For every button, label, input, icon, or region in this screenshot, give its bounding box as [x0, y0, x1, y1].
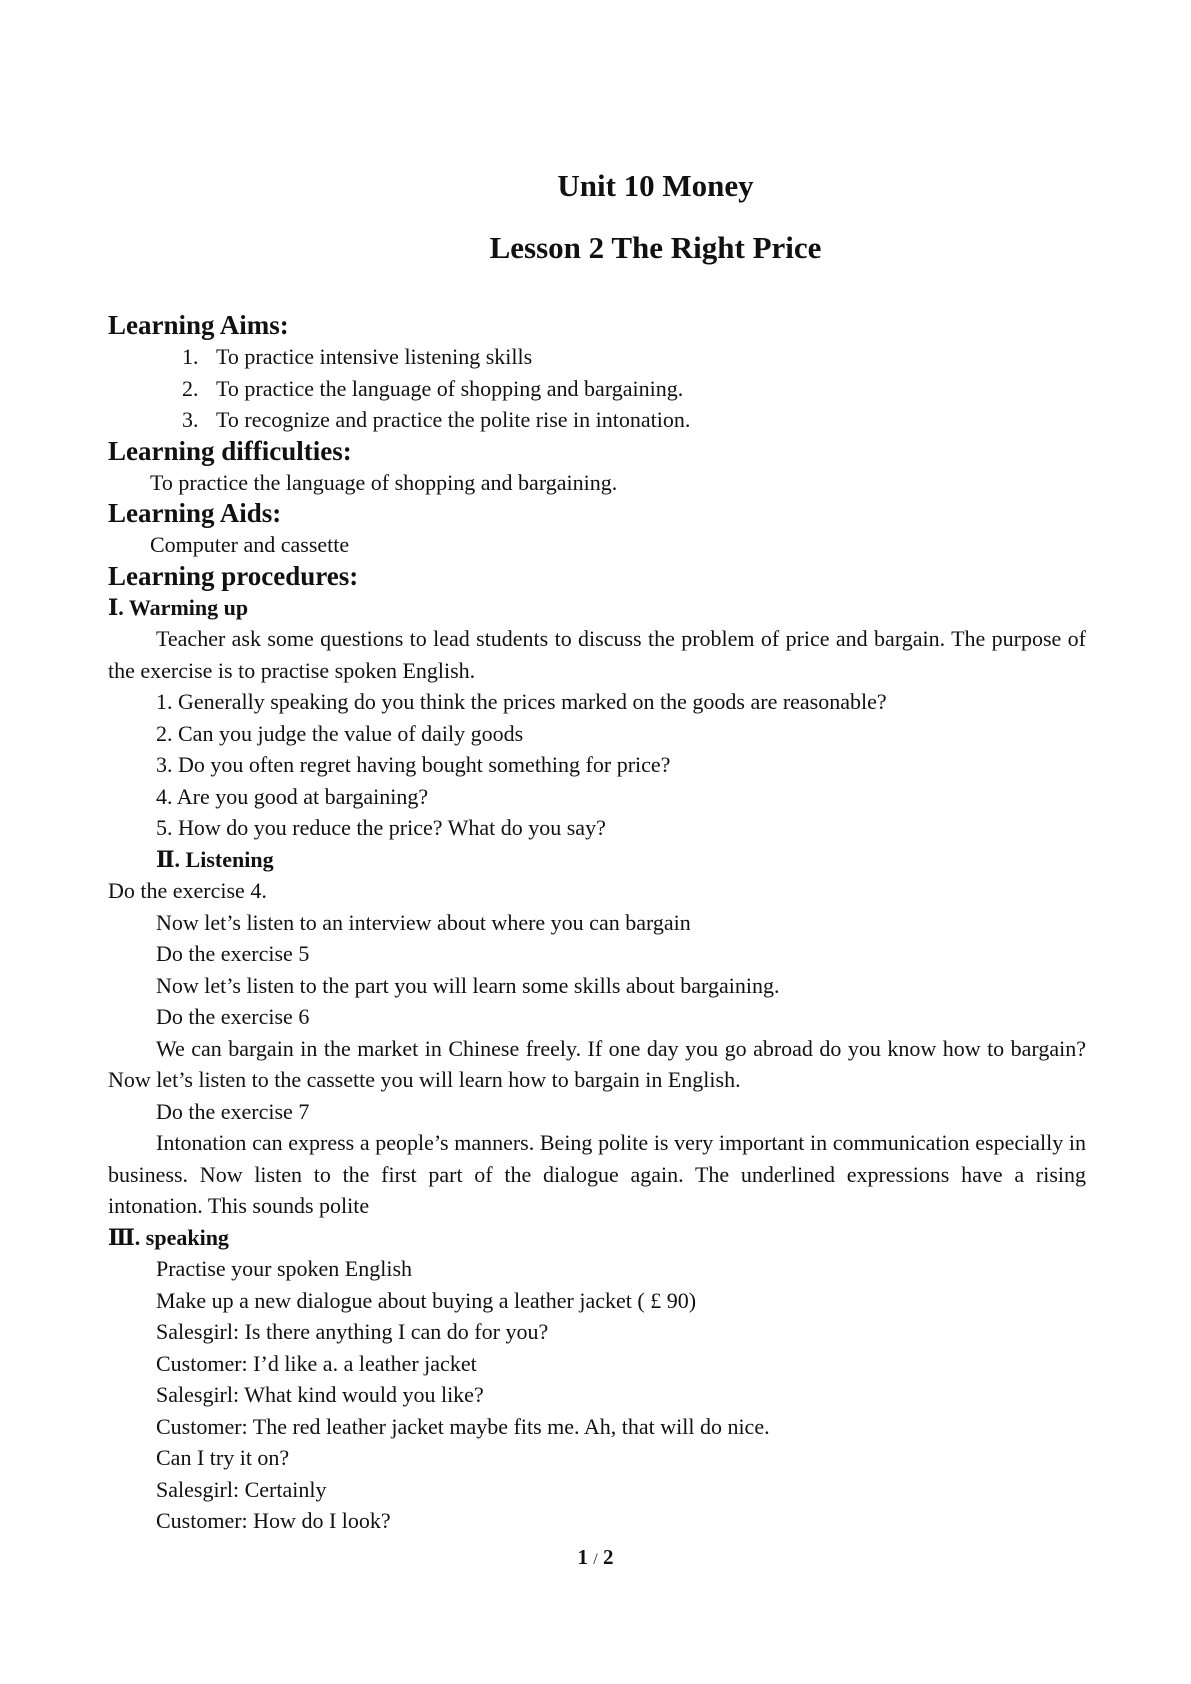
list-item: [182, 404, 1086, 436]
list-number: 2.: [182, 375, 199, 401]
dialogue-line: Customer: How do I look?: [156, 1508, 391, 1533]
exercise-6-label: Do the exercise 6: [156, 1004, 310, 1029]
procedures-heading: Learning procedures:: [108, 560, 359, 591]
exercise-5-label: Do the exercise 5: [156, 941, 310, 966]
dialogue-line: Salesgirl: What kind would you like?: [156, 1382, 484, 1407]
list-text: To recognize and practice the polite rise in intonation.: [216, 407, 691, 432]
dialogue-line: Salesgirl: Certainly: [156, 1476, 327, 1502]
list-text: To practice intensive listening skills: [216, 344, 533, 369]
page-number: [0, 1545, 1191, 1570]
aims-heading: Learning Aims:: [108, 310, 289, 340]
exercise-7-label: Do the exercise 7: [156, 1098, 310, 1124]
total-pages: 2: [602, 1545, 614, 1569]
exercise-4-text: Now let’s listen to an interview about where you can bargain: [156, 909, 691, 935]
page-separator: /: [593, 1551, 598, 1568]
warming-up-intro: Teacher ask some questions to lead students to discuss the problem of price and bargain. The purpose of the exercise is to practise spoken English.: [108, 626, 1086, 683]
current-page: 1: [577, 1545, 589, 1569]
list-item: [182, 373, 1086, 405]
aims-list: [108, 341, 1086, 436]
question-item: 4. Are you good at bargaining?: [156, 783, 429, 809]
difficulties-text: To practice the language of shopping and bargaining.: [150, 469, 618, 495]
list-text: To practice the language of shopping and bargaining.: [216, 375, 684, 401]
list-item: [182, 341, 1086, 373]
dialogue-line: Can I try it on?: [156, 1445, 290, 1470]
lesson-title: Lesson 2 The Right Price: [489, 230, 822, 265]
question-item: 3. Do you often regret having bought something for price?: [156, 752, 671, 777]
exercise-7-text: Intonation can express a people’s manners. Being polite is very important in communication especially in business. Now listen to the first part of the dialogue again. The underlined expressions have a rising intonation. This sounds polite: [108, 1130, 1086, 1218]
difficulties-heading: Learning difficulties:: [108, 435, 352, 466]
aids-text: Computer and cassette: [150, 532, 350, 557]
question-item: 2. Can you judge the value of daily goods: [156, 720, 524, 746]
speaking-line: Practise your spoken English: [156, 1256, 413, 1281]
aids-heading: Learning Aids:: [108, 498, 282, 528]
list-number: 1.: [182, 344, 199, 369]
exercise-4-label: Do the exercise 4.: [108, 878, 267, 903]
speaking-line: Make up a new dialogue about buying a leather jacket ( £ 90): [156, 1287, 697, 1313]
exercise-5-text: Now let’s listen to the part you will learn some skills about bargaining.: [156, 972, 780, 998]
speaking-heading: Ⅲ. speaking: [108, 1224, 229, 1250]
document-title: Unit 10 Money: [557, 168, 754, 203]
dialogue-line: Salesgirl: Is there anything I can do for you?: [156, 1319, 549, 1344]
dialogue-line: Customer: The red leather jacket maybe fits me. Ah, that will do nice.: [156, 1413, 770, 1439]
exercise-6-text: We can bargain in the market in Chinese freely. If one day you go abroad do you know how to bargain? Now let’s listen to the cassette you will learn how to bargain in English.: [108, 1035, 1086, 1092]
listening-heading: Ⅱ. Listening: [156, 846, 274, 872]
question-item: 5. How do you reduce the price? What do you say?: [156, 815, 606, 840]
document-body: [108, 310, 1086, 1537]
dialogue-line: Customer: I’d like a. a leather jacket: [156, 1350, 477, 1376]
question-item: 1. Generally speaking do you think the prices marked on the goods are reasonable?: [156, 689, 887, 714]
list-number: 3.: [182, 407, 199, 432]
warming-up-heading: Ⅰ. Warming up: [108, 594, 249, 620]
